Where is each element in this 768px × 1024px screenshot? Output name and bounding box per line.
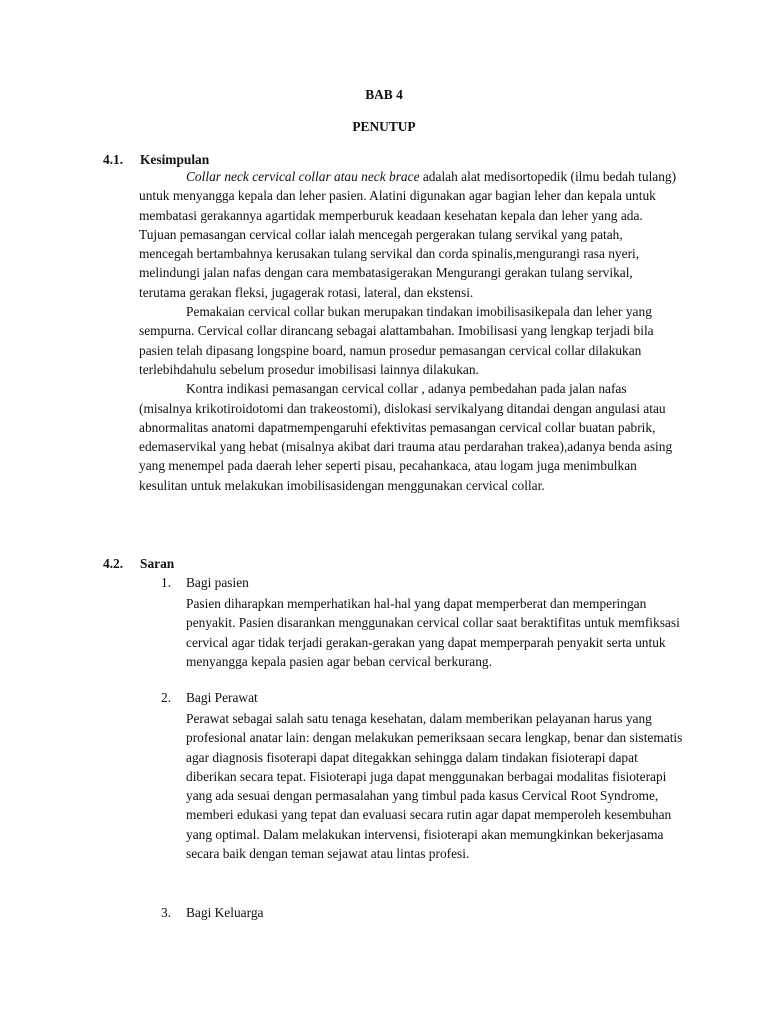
chapter-number: BAB 4 bbox=[365, 87, 403, 102]
italic-lead: Collar neck cervical collar atau neck brace bbox=[186, 169, 420, 184]
list-number: 2. bbox=[161, 690, 172, 705]
list-heading: Bagi Perawat bbox=[186, 690, 258, 705]
conclusion-paragraph: Kontra indikasi pemasangan cervical collar , adanya pembedahan pada jalan nafas (misalnya krikotiroidotomi dan trakeostomi), dislokasi servikalyang ditandai dengan angulasi atau abnormalitas anatomi dapatmempengaruhi efektivitas pemasangan cervical collar buatan pabrik, edemaservikal yang hebat (misalnya akibat dari trauma atau perdarahan trakea),adanya benda asing yang menempel pada daerah leher seperti pisau, pecahankaca, atau logam juga menimbulkan kesulitan untuk melakukan imobilisasidengan menggunakan cervical collar. bbox=[139, 381, 673, 493]
conclusion-paragraph bbox=[139, 167, 679, 302]
list-body: Perawat sebagai salah satu tenaga kesehatan, dalam memberikan pelayanan harus yang profesional anatar lain: dengan melakukan pemeriksaan secara lengkap, benar dan sistematis agar diagnosis fisoterapi dapat ditegakkan sehingga dalam tindakan fisioterapi dapat diberikan secara tepat. Fisioterapi juga dapat menggunakan berbagai modalitas fisioterapi yang ada sesuai dengan permasalahan yang timbul pada kasus Cervical Root Syndrome, memberi edukasi yang tepat dan evaluasi secara rutin agar dapat memperoleh kesembuhan yang optimal. Dalam melakukan intervensi, fisioterapi akan memungkinkan bekerjasama secara baik dengan teman sejawat atau lintas profesi. bbox=[186, 711, 683, 862]
list-number: 3. bbox=[161, 905, 172, 920]
chapter-title: PENUTUP bbox=[352, 119, 416, 134]
list-number: 1. bbox=[161, 575, 172, 590]
conclusion-paragraph: Pemakaian cervical collar bukan merupakan tindakan imobilisasikepala dan leher yang sempurna. Cervical collar dirancang sebagai alattambahan. Imobilisasi yang lengkap terjadi bila pasien telah dipasang longspine board, namun prosedur pemasangan cervical collar dilakukan terlebihdahulu sebelum prosedur imobilisasi lainnya dilakukan. bbox=[139, 304, 654, 377]
list-body: Pasien diharapkan memperhatikan hal-hal yang dapat memperberat dan memperingan penyakit. Pasien disarankan menggunakan cervical collar saat beraktifitas untuk memfiksasi cervical agar tidak terjadi gerakan-gerakan yang dapat memperparah penyakit serta untuk menyangga kepala pasien agar beban cervical berkurang. bbox=[186, 596, 680, 669]
section-title: Kesimpulan bbox=[140, 152, 210, 167]
section-number: 4.1. bbox=[103, 152, 124, 167]
section-number: 4.2. bbox=[103, 556, 124, 571]
conclusion-body bbox=[139, 167, 679, 495]
list-heading: Bagi Keluarga bbox=[186, 905, 264, 920]
list-heading: Bagi pasien bbox=[186, 575, 249, 590]
section-title: Saran bbox=[140, 556, 175, 571]
paragraph-text: adalah alat medisortopedik (ilmu bedah tulang) untuk menyangga kepala dan leher pasien. Alatini digunakan agar bagian leher dan kepala untuk membatasi gerakannya agartidak memperburuk keadaan kesehatan kepala dan leher yang ada. Tujuan pemasangan cervical collar ialah mencegah pergerakan tulang servikal yang patah, mencegah bertambahnya kerusakan tulang servikal dan corda spinalis,mengurangi rasa nyeri, melindungi jalan nafas dengan cara membatasigerakan Mengurangi gerakan tulang servikal, terutama gerakan fleksi, jugagerak rotasi, lateral, dan ekstensi. bbox=[139, 169, 677, 300]
